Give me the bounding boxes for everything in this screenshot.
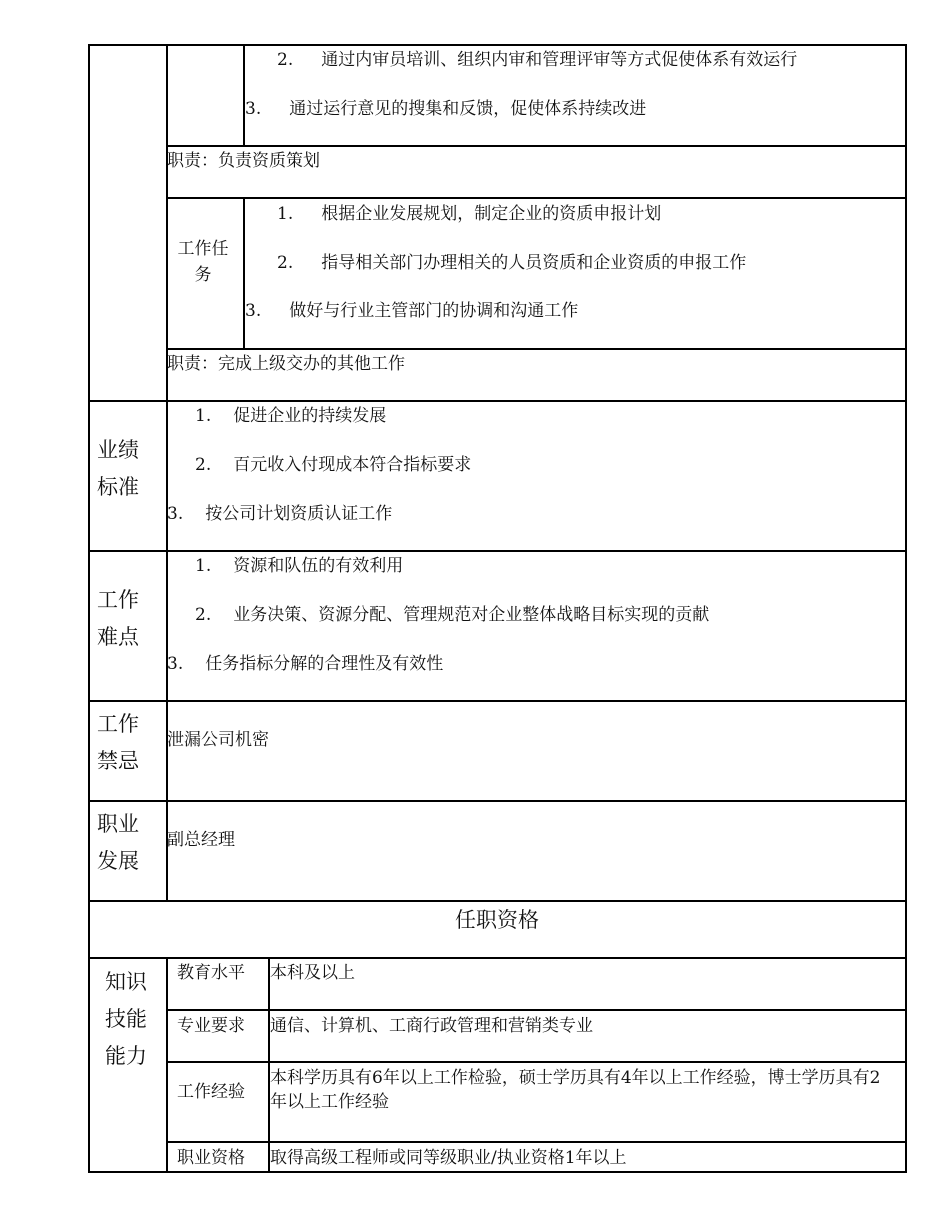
list-text: 指导相关部门办理相关的人员资质和企业资质的申报工作: [321, 253, 747, 273]
list-number: 3.: [245, 99, 262, 119]
career-text: 副总经理: [167, 830, 235, 850]
table-border-right: [905, 44, 907, 1173]
row-line: [88, 400, 907, 402]
row-line: [166, 197, 907, 199]
row-line: [88, 800, 907, 802]
list-number: 1.: [195, 556, 212, 576]
list-item: [277, 253, 746, 273]
task-label: 工作任务: [177, 239, 229, 285]
list-number: 2.: [277, 50, 294, 70]
list-text: 做好与行业主管部门的协调和沟通工作: [289, 301, 579, 321]
qual-row-value: 取得高级工程师或同等级职业/执业资格1年以上: [270, 1148, 627, 1168]
duty-heading: 职责：负责资质策划: [167, 151, 320, 171]
table-border-bottom: [88, 1171, 907, 1173]
list-number: 3.: [167, 504, 184, 524]
list-text: 通过内审员培训、组织内审和管理评审等方式促使体系有效运行: [321, 50, 798, 70]
qual-row-value: 通信、计算机、工商行政管理和营销类专业: [270, 1016, 593, 1036]
list-number: 1.: [195, 406, 212, 426]
difficulties-label: 工作难点: [97, 588, 139, 649]
list-item: [167, 504, 392, 524]
qual-row-line: [166, 1009, 907, 1011]
list-text: 百元收入付现成本符合指标要求: [233, 455, 472, 475]
row-line: [88, 550, 907, 552]
list-text: 按公司计划资质认证工作: [205, 504, 393, 524]
list-text: 促进企业的持续发展: [233, 406, 387, 426]
list-number: 2.: [195, 605, 212, 625]
row-line: [88, 957, 907, 959]
list-number: 3.: [167, 654, 184, 674]
list-text: 业务决策、资源分配、管理规范对企业整体战略目标实现的贡献: [233, 605, 710, 625]
task-column-divider-1: [243, 44, 245, 146]
list-item: [167, 654, 443, 674]
list-item: [195, 455, 471, 475]
task-column-divider-2: [243, 198, 245, 349]
list-item: [245, 301, 578, 321]
performance-label: 业绩标准: [97, 438, 139, 499]
qual-row-line: [166, 1141, 907, 1143]
row-line: [166, 348, 907, 350]
row-line: [166, 145, 907, 147]
qual-row-line: [166, 1061, 907, 1063]
list-text: 资源和队伍的有效利用: [233, 556, 404, 576]
list-item: [245, 99, 646, 119]
list-number: 3.: [245, 301, 262, 321]
qual-row-label: 职业资格: [177, 1148, 245, 1168]
list-item: [277, 204, 661, 224]
qual-label-divider: [166, 957, 168, 1172]
duty-heading: 职责：完成上级交办的其他工作: [167, 354, 405, 374]
list-item: [195, 605, 709, 625]
list-number: 1.: [277, 204, 294, 224]
qualifications-title: 任职资格: [455, 908, 539, 932]
row-line: [88, 700, 907, 702]
list-number: 2.: [195, 455, 212, 475]
table-border-top: [88, 44, 907, 46]
list-number: 2.: [277, 253, 294, 273]
row-line: [88, 900, 907, 902]
taboos-text: 泄漏公司机密: [167, 730, 269, 750]
list-text: 通过运行意见的搜集和反馈，促使体系持续改进: [289, 99, 647, 119]
list-text: 任务指标分解的合理性及有效性: [205, 654, 444, 674]
list-item: [195, 556, 403, 576]
qual-row-label: 工作经验: [177, 1082, 245, 1102]
taboos-label: 工作禁忌: [97, 712, 139, 773]
list-text: 根据企业发展规划，制定企业的资质申报计划: [321, 204, 662, 224]
list-item: [195, 406, 386, 426]
qual-value-divider: [268, 957, 270, 1172]
label-column-divider: [166, 44, 168, 901]
list-item: [277, 50, 797, 70]
qual-group-label: 知识技能能力: [105, 970, 147, 1068]
career-label: 职业发展: [97, 812, 139, 873]
table-border-left: [88, 44, 90, 1173]
qual-row-label: 专业要求: [177, 1016, 245, 1036]
qual-row-value: 本科学历具有6年以上工作检验，硕士学历具有4年以上工作经验，博士学历具有2年以上工作经验: [270, 1068, 881, 1112]
qual-row-label: 教育水平: [177, 963, 245, 983]
qual-row-value: 本科及以上: [270, 963, 355, 983]
